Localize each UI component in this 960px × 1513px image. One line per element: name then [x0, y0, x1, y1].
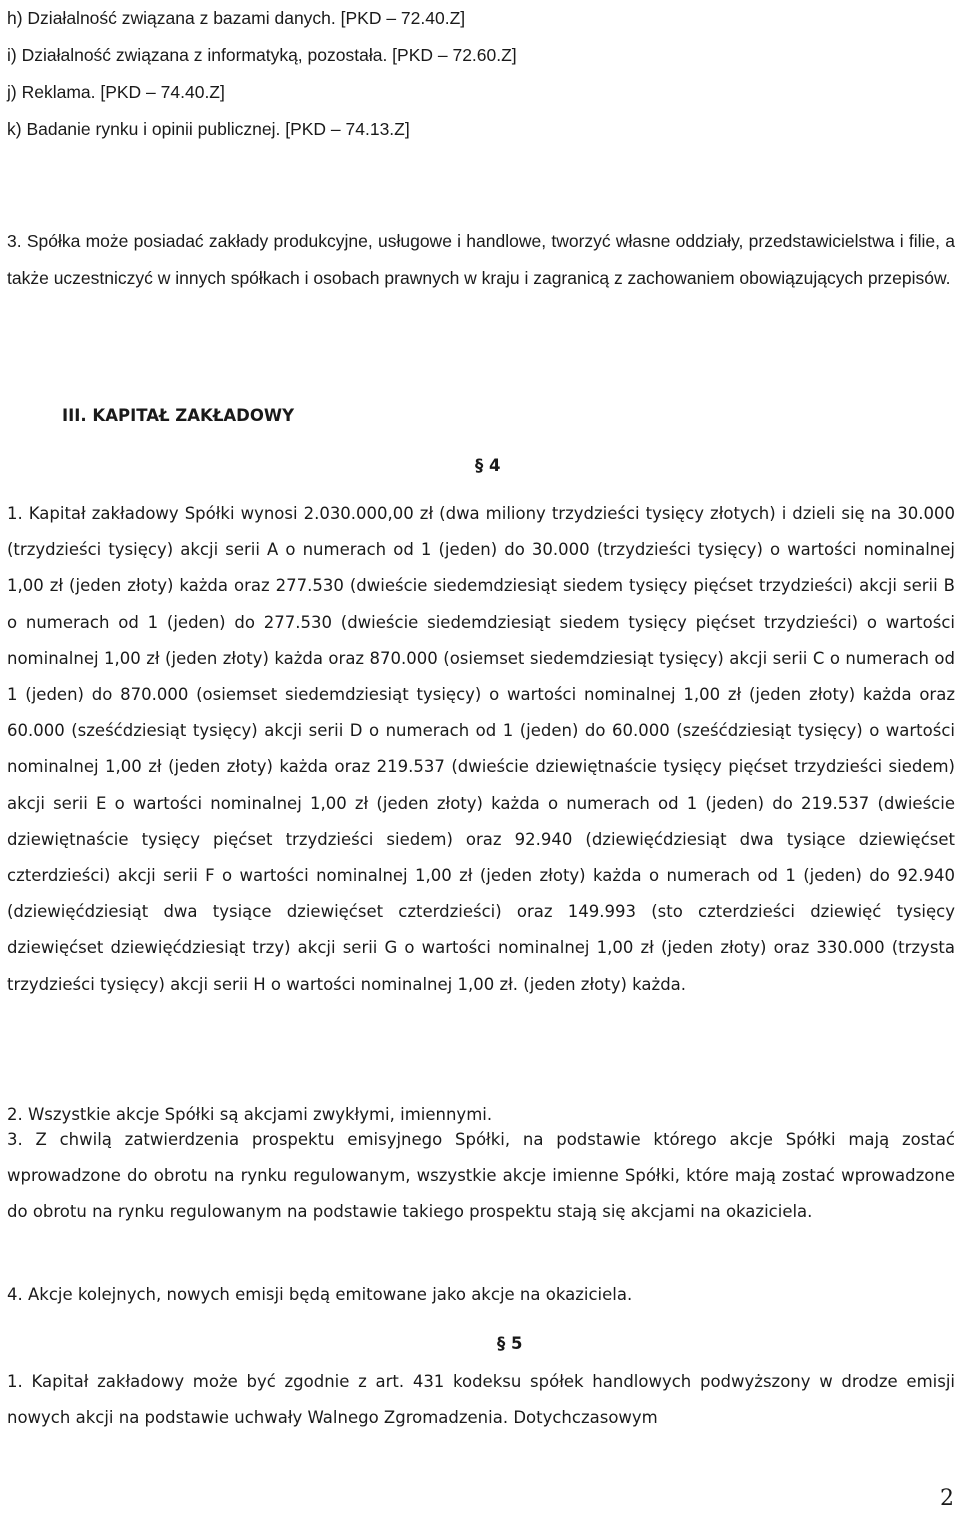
section-4-paragraph-4: 4. Akcje kolejnych, nowych emisji będą emitowane jako akcje na okaziciela.: [7, 1285, 633, 1304]
section-5-paragraph-1: 1. Kapitał zakładowy może być zgodnie z art. 431 kodeksu spółek handlowych podwyższony w drodze emisji nowych akcji na podstawie uchwały Walnego Zgromadzenia. Dotychczasowym: [7, 1372, 955, 1428]
page-number: 2: [940, 1486, 954, 1511]
paragraph-3: 3. Spółka może posiadać zakłady produkcyjne, usługowe i handlowe, tworzyć własne oddziały, przedstawicielstwa i filie, a także uczestniczyć w innych spółkach i osobach prawnych w kraju i zagranicą z zachowaniem obowiązujących przepisów.: [7, 231, 955, 288]
section-4-paragraph-3: 3. Z chwilą zatwierdzenia prospektu emisyjnego Spółki, na podstawie którego akcje Spółki mają zostać wprowadzone do obrotu na rynku regulowanym, wszystkie akcje imienne Spółki, które mają zostać wprowadzone do obrotu na rynku regulowanym na podstawie takiego prospektu stają się akcjami na okaziciela.: [7, 1130, 955, 1222]
section-5-title: § 5: [497, 1334, 523, 1353]
chapter-heading: III. KAPITAŁ ZAKŁADOWY: [62, 406, 295, 425]
activity-list: [7, 0, 947, 148]
section-4-title: § 4: [475, 456, 501, 475]
list-item-h: h) Działalność związana z bazami danych. [PKD – 72.40.Z]: [7, 8, 466, 28]
list-item-j: j) Reklama. [PKD – 74.40.Z]: [7, 82, 225, 102]
section-4-paragraph-1: 1. Kapitał zakładowy Spółki wynosi 2.030.000,00 zł (dwa miliony trzydzieści tysięcy złotych) i dzieli się na 30.000 (trzydzieści tysięcy) akcji serii A o numerach od 1 (jeden) do 30.000 (trzydzieści tysięcy) o wartości nominalnej 1,00 zł (jeden złoty) każda oraz 277.530 (dwieście siedemdziesiąt siedem tysięcy pięćset trzydzieści) akcji serii B o numerach od 1 (jeden) do 277.530 (dwieście siedemdziesiąt siedem tysięcy pięćset trzydzieści) o wartości nominalnej 1,00 zł (jeden złoty) każda oraz 870.000 (osiemset siedemdziesiąt tysięcy) akcji serii C o numerach od 1 (jeden) do 870.000 (osiemset siedemdziesiąt tysięcy) o wartości nominalnej 1,00 zł (jeden złoty) każda oraz 60.000 (sześćdziesiąt tysięcy) akcji serii D o numerach od 1 (jeden) do 60.000 (sześćdziesiąt tysięcy) o wartości nominalnej 1,00 zł (jeden złoty) każda oraz 219.537 (dwieście dziewiętnaście tysięcy pięćset trzydzieści siedem) akcji serii E o wartości nominalnej 1,00 zł (jeden złoty) każda o numerach od 1 (jeden) do 219.537 (dwieście dziewiętnaście tysięcy pięćset trzydzieści siedem) oraz 92.940 (dziewięćdziesiąt dwa tysiące dziewięćset czterdzieści) akcji serii F o wartości nominalnej 1,00 zł (jeden złoty) każda o numerach od 1 (jeden) do 92.940 (dziewięćdziesiąt dwa tysiące dziewięćset czterdzieści) oraz 149.993 (sto czterdzieści dziewięć tysięcy dziewięćset dziewięćdziesiąt trzy) akcji serii G o wartości nominalnej 1,00 zł (jeden złoty) oraz 330.000 (trzysta trzydzieści tysięcy) akcji serii H o wartości nominalnej 1,00 zł. (jeden złoty) każda.: [7, 504, 955, 994]
section-4-paragraph-2: 2. Wszystkie akcje Spółki są akcjami zwykłymi, imiennymi.: [7, 1105, 493, 1124]
list-item-k: k) Badanie rynku i opinii publicznej. [PKD – 74.13.Z]: [7, 119, 410, 139]
list-item-i: i) Działalność związana z informatyką, pozostała. [PKD – 72.60.Z]: [7, 45, 517, 65]
